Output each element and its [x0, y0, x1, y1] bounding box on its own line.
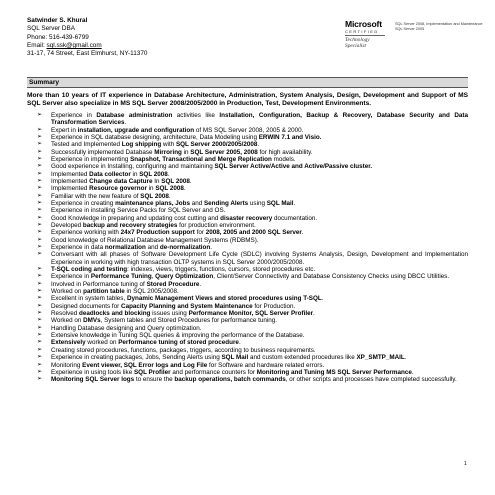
- bullet-text: Extensive knowledge in Tuning SQL queries & improving the performance of the Database.: [51, 332, 305, 340]
- experience-bullet: [37, 207, 468, 214]
- bullet-text: , or other scripts and processes have completed successfully.: [285, 376, 457, 384]
- bullet-text: Good Knowledge in preparing and updating cost cutting and: [51, 214, 221, 222]
- bullet-bold-text: SQL Mail: [266, 199, 294, 207]
- page-number: 1: [464, 461, 467, 467]
- bullet-bold-text: SQL Mail: [221, 354, 249, 362]
- bullet-text: and: [189, 199, 204, 207]
- bullet-arrow-icon: ➢: [37, 177, 43, 184]
- bullet-arrow-icon: ➢: [37, 346, 43, 353]
- experience-bullet: [37, 112, 468, 127]
- bullet-bold-text: Data collector: [89, 170, 131, 178]
- bullet-text: Experience in installing Service Packs for SQL Server and OS.: [51, 207, 226, 215]
- candidate-title: SQL Server DBA: [27, 25, 76, 33]
- bullet-text: Good experience in Installing, configuring and maintaining: [51, 163, 215, 171]
- bullet-arrow-icon: ➢: [37, 236, 43, 243]
- bullet-text: for Software and hardware related errors.: [207, 361, 325, 369]
- candidate-address: 31-17, 74 Street, East Elmhurst, NY-11370: [27, 50, 148, 58]
- bullet-arrow-icon: ➢: [37, 280, 43, 287]
- bullet-bold-text: Capacity Planning and System Maintenance: [121, 302, 253, 310]
- bullet-arrow-icon: ➢: [37, 141, 43, 148]
- bullet-arrow-icon: ➢: [37, 126, 43, 133]
- bullet-bold-text: de-normalization: [159, 244, 211, 251]
- bullet-text: .: [167, 170, 170, 178]
- bullet-arrow-icon: ➢: [37, 310, 43, 317]
- experience-bullet: [37, 229, 468, 236]
- bullet-bold-text: Resource governor: [89, 185, 147, 193]
- bullet-bold-text: Event viewer, SQL Error logs and Log File: [82, 361, 208, 369]
- bullet-text: worked on: [85, 339, 119, 347]
- bullet-text: Implemented: [51, 185, 90, 193]
- bullet-bold-text: installation, upgrade and configuration: [77, 126, 195, 134]
- bullet-arrow-icon: ➢: [37, 221, 43, 228]
- bullet-text: .: [313, 310, 315, 318]
- experience-bullet: [37, 237, 468, 244]
- cert-desc-line2: SQL Server 2005: [395, 27, 425, 31]
- bullet-text: in: [181, 148, 191, 156]
- bullet-text: Implemented: [51, 177, 90, 185]
- bullet-bold-text: T-SQL coding and testing: [51, 266, 128, 274]
- experience-bullet: [37, 339, 468, 346]
- bullet-bold-text: disaster recovery: [220, 214, 273, 222]
- bullet-arrow-icon: ➢: [37, 317, 43, 324]
- bullet-text: Experience in: [51, 273, 91, 281]
- candidate-name: Satwinder S. Khural: [27, 17, 88, 24]
- cert-certified: CERTIFIED: [345, 29, 379, 34]
- bullet-text: : indexes, views, triggers, functions, cursors, stored procedures etc.: [127, 266, 316, 274]
- microsoft-logo: [345, 20, 389, 49]
- experience-bullet: [37, 310, 468, 317]
- bullet-text: and: [145, 244, 160, 251]
- bullet-text: Experience in implementing: [51, 155, 131, 163]
- bullet-text: Expert in: [51, 126, 78, 134]
- bullet-bold-text: Stored Procedure: [146, 280, 200, 288]
- experience-bullet: [37, 266, 468, 273]
- experience-bullet-list: [27, 112, 468, 384]
- bullet-bold-text: Performance tuning of stored procedure: [118, 339, 239, 347]
- bullet-text: Designed documents for: [51, 302, 122, 310]
- bullet-text: Worked on: [51, 288, 84, 296]
- bullet-bold-text: SQL Server 2005, 2008: [190, 148, 258, 156]
- bullet-bold-text: Log shipping: [121, 141, 162, 149]
- bullet-text: Experience working with: [51, 229, 121, 237]
- experience-bullet: [37, 149, 468, 156]
- bullet-text: Excellent in system tables,: [51, 295, 127, 303]
- bullet-bold-text: DMVs: [83, 317, 101, 325]
- bullet-text: ,: [151, 273, 156, 281]
- experience-bullet: [37, 251, 468, 266]
- bullet-text: .: [321, 295, 324, 303]
- bullet-arrow-icon: ➢: [37, 229, 43, 236]
- summary-heading: Summary: [27, 77, 468, 88]
- bullet-text: Experience in data: [51, 244, 105, 251]
- bullet-bold-text: partition table: [83, 288, 125, 296]
- bullet-text: activities like: [172, 111, 220, 119]
- resume-header: [27, 0, 483, 77]
- bullet-text: documentation.: [272, 214, 318, 222]
- bullet-text: Handling Database designing and Query optimization.: [51, 324, 202, 332]
- bullet-arrow-icon: ➢: [37, 302, 43, 309]
- bullet-bold-text: SQL Server 2000/2005/2008: [175, 141, 258, 149]
- experience-bullet: [37, 369, 468, 376]
- bullet-bold-text: Monitoring SQL Server logs: [51, 376, 135, 384]
- experience-bullet: [37, 244, 468, 251]
- bullet-arrow-icon: ➢: [37, 339, 43, 346]
- bullet-bold-text: deadlocks and blocking: [79, 310, 151, 318]
- bullet-text: Worked on: [51, 317, 84, 325]
- bullet-arrow-icon: ➢: [37, 111, 43, 118]
- bullet-text: .: [124, 119, 127, 127]
- bullet-text: Conversant with all phases of Software Development Life Cycle (SDLC) involving Systems Analysis, Design, Development and Implementation Experience in working with high transaction OLTP systems in SQL Server 2000/2005/2008.: [51, 251, 468, 266]
- experience-bullet: [37, 193, 468, 200]
- experience-bullet: [37, 347, 468, 354]
- bullet-text: Resolved: [51, 310, 80, 318]
- experience-bullet: [37, 141, 468, 148]
- bullet-bold-text: Performance Tuning: [90, 273, 152, 281]
- bullet-arrow-icon: ➢: [37, 332, 43, 339]
- summary-intro: More than 10 years of IT experience in Database Architecture, Administration, System Analysis, Design, Development and Support of MS SQL Server also specialize in MS SQL Server 2008/2005/2000 in Production, Test, Development Environments.: [27, 92, 468, 108]
- bullet-arrow-icon: ➢: [37, 361, 43, 368]
- bullet-text: for Production.: [252, 302, 296, 310]
- cert-line1: Technology: [345, 37, 370, 43]
- experience-bullet: [37, 362, 468, 369]
- bullet-bold-text: XP_SMTP_MAIL: [356, 354, 405, 362]
- bullet-arrow-icon: ➢: [37, 185, 43, 192]
- bullet-text: in: [146, 185, 156, 193]
- bullet-bold-text: Performance Monitor, SQL Server Profiler: [188, 310, 314, 318]
- bullet-arrow-icon: ➢: [37, 170, 43, 177]
- bullet-text: .: [257, 141, 260, 149]
- bullet-text: Experience in: [51, 111, 97, 119]
- bullet-bold-text: Installation, Configuration, Backup & Recovery, Database Security and Data Transformation Services: [51, 111, 468, 127]
- bullet-text: issues using: [150, 310, 189, 318]
- experience-bullet: [37, 354, 468, 361]
- bullet-arrow-icon: ➢: [37, 324, 43, 331]
- bullet-text: in: [130, 170, 140, 178]
- experience-bullet: [37, 281, 468, 288]
- bullet-text: Implemented: [51, 170, 90, 178]
- bullet-text: Tested and Implemented: [51, 141, 122, 149]
- experience-bullet: [37, 317, 468, 324]
- bullet-text: for production environment.: [177, 221, 256, 229]
- bullet-text: for high availability.: [257, 148, 313, 156]
- bullet-bold-text: Dynamic Management Views and stored procedures using T-SQL: [126, 295, 322, 303]
- bullet-text: Good knowledge of Relational Database Management Systems (RDBMS).: [51, 236, 259, 244]
- bullet-text: , Client/Server Connectivity and Database Consistency Checks using DBCC Utilities.: [213, 273, 450, 281]
- bullet-arrow-icon: ➢: [37, 376, 43, 383]
- bullet-bold-text: SQL 2008: [139, 170, 168, 178]
- experience-bullet: [37, 376, 468, 383]
- experience-bullet: [37, 200, 468, 207]
- bullet-text: Experience in SQL database designing, architecture, Data Modeling using: [51, 133, 259, 141]
- experience-bullet: [37, 288, 468, 295]
- bullet-text: .: [411, 368, 414, 376]
- email-label: Email:: [27, 41, 47, 49]
- experience-bullet: [37, 303, 468, 310]
- bullet-text: Familiar with the new feature of: [51, 192, 141, 200]
- bullet-text: using: [248, 199, 267, 207]
- experience-bullet: [37, 332, 468, 339]
- bullet-text: .: [199, 280, 202, 288]
- bullet-bold-text: Sending Alerts: [203, 199, 249, 207]
- cert-divider: [345, 35, 385, 36]
- bullet-bold-text: backup operations, batch commands: [174, 376, 286, 384]
- bullet-text: .: [293, 199, 296, 207]
- bullet-text: to ensure the: [134, 376, 175, 384]
- bullet-arrow-icon: ➢: [37, 368, 43, 375]
- bullet-arrow-icon: ➢: [37, 354, 43, 361]
- cert-line2: Specialist: [345, 43, 366, 49]
- candidate-phone: Phone: 516-439-6799: [27, 33, 89, 41]
- bullet-bold-text: backup and recovery strategies: [82, 221, 178, 229]
- bullet-arrow-icon: ➢: [37, 148, 43, 155]
- experience-bullet: [37, 163, 468, 170]
- bullet-bold-text: maintenance plans, Jobs: [115, 199, 190, 207]
- bullet-text: .: [404, 354, 407, 362]
- bullet-bold-text: Extensively: [51, 339, 86, 347]
- bullet-arrow-icon: ➢: [37, 163, 43, 170]
- experience-bullet: [37, 171, 468, 178]
- bullet-arrow-icon: ➢: [37, 199, 43, 206]
- bullet-bold-text: 2008, 2005 and 2000 SQL Server: [205, 229, 302, 237]
- bullet-text: and custom extended procedures like: [248, 354, 357, 362]
- bullet-arrow-icon: ➢: [37, 155, 43, 162]
- bullet-text: .: [189, 177, 192, 185]
- cert-desc-line1: SQL Server 2008, Implementation and Maintenance: [395, 22, 483, 26]
- bullet-text: .: [238, 339, 241, 347]
- bullet-arrow-icon: ➢: [37, 266, 43, 273]
- bullet-bold-text: Query Optimization: [155, 273, 214, 281]
- bullet-text: for: [194, 229, 206, 237]
- bullet-text: Creating stored procedures, functions, packages, triggers, according to business requirements.: [51, 346, 316, 354]
- bullet-bold-text: SQL 2008: [155, 185, 184, 193]
- cert-description: [395, 22, 482, 32]
- experience-bullet: [37, 222, 468, 229]
- bullet-bold-text: SQL 2008: [161, 177, 190, 185]
- bullet-text: In: [152, 177, 162, 185]
- bullet-arrow-icon: ➢: [37, 214, 43, 221]
- bullet-text: Monitoring: [51, 361, 83, 369]
- bullet-text: .: [210, 244, 213, 251]
- bullet-bold-text: 24x7 Production support: [120, 229, 195, 237]
- bullet-text: .: [168, 192, 171, 200]
- bullet-text: Successfully implemented Database: [51, 148, 155, 156]
- bullet-text: .: [301, 229, 304, 237]
- bullet-text: of MS SQL Server 2008, 2005 & 2000.: [194, 126, 304, 134]
- certification-badge: [345, 20, 495, 64]
- bullet-arrow-icon: ➢: [37, 251, 43, 258]
- bullet-bold-text: Snapshot, Transactional and Merge Replication: [130, 155, 272, 163]
- bullet-text: Involved in Performance tuning of: [51, 280, 147, 288]
- experience-bullet: [37, 295, 468, 302]
- bullet-bold-text: Monitoring and Tuning MS SQL Server Performance: [256, 368, 412, 376]
- bullet-bold-text: Database administration: [96, 111, 173, 119]
- experience-bullet: [37, 215, 468, 222]
- bullet-arrow-icon: ➢: [37, 288, 43, 295]
- bullet-arrow-icon: ➢: [37, 192, 43, 199]
- bullet-bold-text: SQL Server Active/Active and Active/Passive cluster.: [214, 163, 373, 171]
- bullet-arrow-icon: ➢: [37, 273, 43, 280]
- bullet-bold-text: SQL 2008: [140, 192, 169, 200]
- bullet-text: Experience in using tools like: [51, 368, 134, 376]
- bullet-text: Developed: [51, 221, 83, 229]
- email-link[interactable]: sql.ssk@gmail.com: [46, 41, 102, 49]
- bullet-text: and performance counters for: [170, 368, 257, 376]
- bullet-text: models.: [271, 155, 296, 163]
- experience-bullet: [37, 185, 468, 192]
- bullet-arrow-icon: ➢: [37, 244, 43, 250]
- bullet-text: with: [161, 141, 176, 149]
- experience-bullet: [37, 178, 468, 185]
- experience-bullet: [37, 325, 468, 332]
- bullet-bold-text: ERWIN 7.1 and Visio.: [258, 133, 322, 141]
- bullet-arrow-icon: ➢: [37, 207, 43, 214]
- bullet-bold-text: SQL Profiler: [133, 368, 171, 376]
- bullet-text: , System tables and Stored Procedures for performance tuning.: [100, 317, 277, 325]
- bullet-bold-text: Change data Capture: [89, 177, 153, 185]
- cert-brand: Microsoft: [345, 19, 382, 29]
- bullet-bold-text: Mirroring: [154, 148, 182, 156]
- experience-bullet: [37, 134, 468, 141]
- bullet-text: Experience in creating: [51, 199, 116, 207]
- experience-bullet: [37, 156, 468, 163]
- bullet-text: in SQL 2005/2008.: [124, 288, 179, 296]
- bullet-arrow-icon: ➢: [37, 133, 43, 140]
- bullet-bold-text: normalization: [104, 244, 146, 251]
- experience-bullet: [37, 127, 468, 134]
- bullet-text: Experience in creating packages, Jobs, Sending Alerts using: [51, 354, 222, 362]
- experience-bullet: [37, 273, 468, 280]
- bullet-text: .: [183, 185, 186, 193]
- bullet-arrow-icon: ➢: [37, 295, 43, 302]
